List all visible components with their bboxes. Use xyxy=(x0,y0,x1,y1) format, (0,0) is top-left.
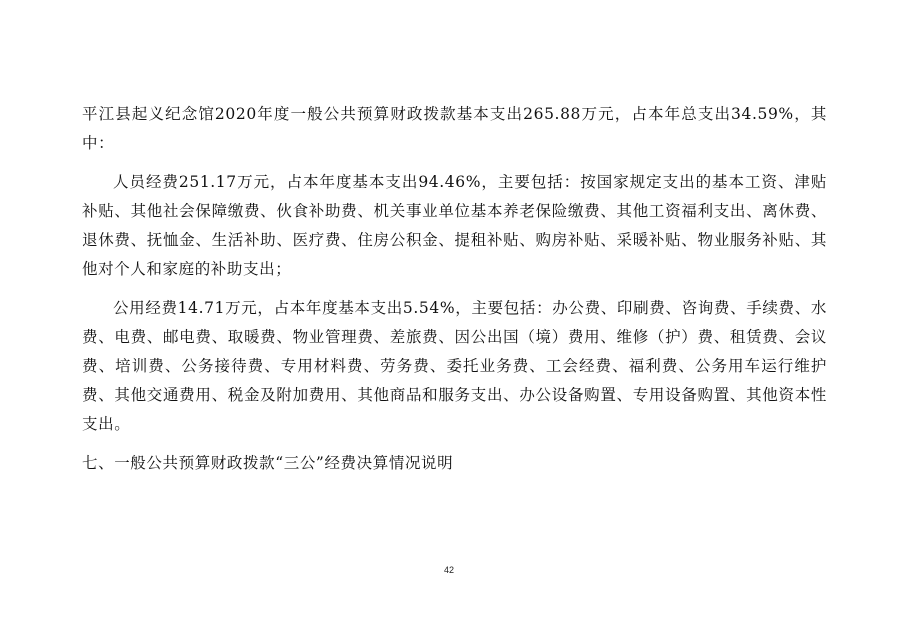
page-number: 42 xyxy=(443,565,454,575)
section-heading: 七、一般公共预算财政拨款“三公”经费决算情况说明 xyxy=(82,454,454,472)
paragraph-basic-expenditure: 平江县起义纪念馆2020年度一般公共预算财政拨款基本支出265.88万元，占本年总支出34.59%，其中： xyxy=(82,105,827,152)
paragraph-public-expenses: 公用经费14.71万元，占本年度基本支出5.54%，主要包括：办公费、印刷费、咨询费、手续费、水费、电费、邮电费、取暖费、物业管理费、差旅费、因公出国（境）费用、维修（护）费、租赁费、会议费、培训费、公务接待费、专用材料费、劳务费、委托业务费、工会经费、福利费、公务用车运行维护费、其他交通费用、税金及附加费用、其他商品和服务支出、办公设备购置、专用设备购置、其他资本性支出。 xyxy=(82,299,827,433)
paragraph-personnel-expenses: 人员经费251.17万元，占本年度基本支出94.46%，主要包括：按国家规定支出的基本工资、津贴补贴、其他社会保障缴费、伙食补助费、机关事业单位基本养老保险缴费、其他工资福利支出、离休费、退休费、抚恤金、生活补助、医疗费、住房公积金、提租补贴、购房补贴、采暖补贴、物业服务补贴、其他对个人和家庭的补助支出； xyxy=(82,173,827,278)
document-body xyxy=(82,100,827,478)
